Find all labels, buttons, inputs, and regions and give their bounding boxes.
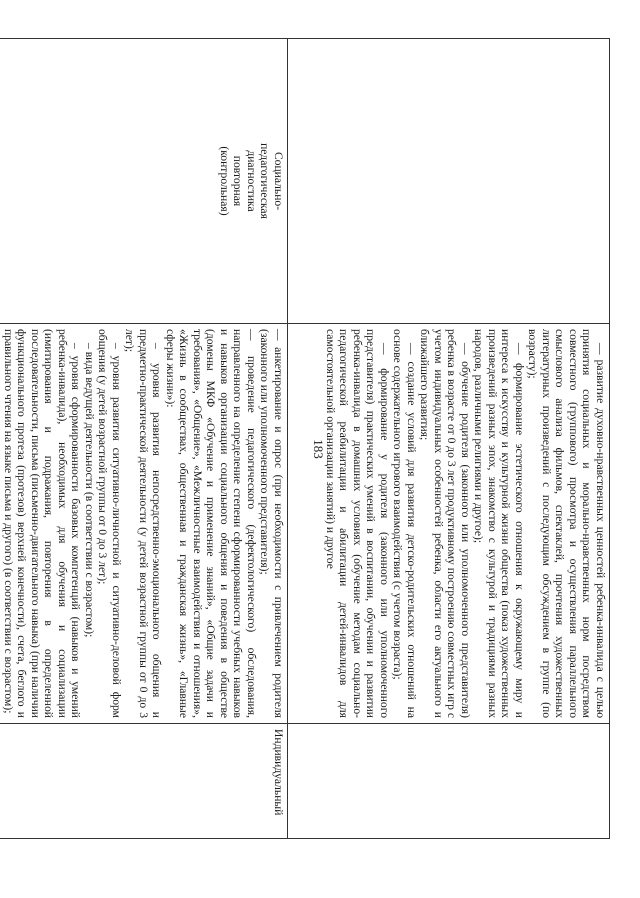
page-number: 183 <box>311 439 326 459</box>
activity-item: – уровня развития ситуативно-личностной и ситуативно-деловой форм общения (у детей возрастной группы от 0 до 3 лет); <box>96 329 123 718</box>
activity-item: — обучение родителя (законного или уполномоченного представителя) ребенка в возрасте от 0 до 3 лет продуктивному построению совместных игр с учетом индивидуальных особенностей ребенка, области его актуального и ближайшего развития; <box>418 329 472 718</box>
stage-cell <box>0 39 288 324</box>
activity-item: — формирование эстетического отношения к окружающему миру и интереса к искусству и культурной жизни общества (показ художественных произведений разных эпох, знакомство с культурой и традициями разных народов, различными религиями и другое); <box>472 329 526 718</box>
activity-item: – уровня развития непосредственно-эмоционального общения и предметно-практической деятельности (у детей возрастной группы от 0 до 3 лет); <box>123 329 164 718</box>
rotated-page <box>2 38 610 838</box>
form-label: Индивидуальный <box>272 729 285 816</box>
rehabilitation-table <box>0 38 610 839</box>
table-row <box>288 39 610 839</box>
table-row <box>0 39 288 839</box>
activity-item: — создание условий для развития детско-родительских отношений на основе содержательного игрового взаимодействия (с учетом возраста); <box>391 329 418 718</box>
activity-item: – вида ведущей деятельности (в соответствии с возрастом); <box>83 343 96 638</box>
activity-item: — формирование у родителя (законного или уполномоченного представителя) практических умений в воспитании, обучении и развитии ребенка-инвалида в домашних условиях (обучение методам социально-педагогической реабилитации и абилитации детей-инвалидов для самостоятельной организации занятий) и другое <box>324 329 391 718</box>
activities-cell <box>0 324 288 724</box>
stage-name: Социально- педагогическая диагностика повторная (контрольная) <box>218 143 285 219</box>
activity-item: – уровня сформированности базовых компетенций (навыков и умений ребенка-инвалида), необходимых для обучения и социализации (имитирования и подражания, повторения в определенной последовательности, письма (письменно-двигательного навыка) (при наличии функционального протеза (протезов) верхней конечности), счета, беглого и правильного чтения на языке письма и другого) (в соответствии с возрастом); <box>2 329 83 718</box>
activity-item: — проведение педагогического (дефектологического) обследования, направленного на определение степени сформированности учебных навыков и навыков организации социального общения и поведения в обществе (домены МКФ «Обучение и применение знаний», «Общие задачи и требования», «Общение», «Межличностные взаимодействия и отношения», «Жизнь в сообществах, общественная и гражданская жизнь», «Главные сферы жизни»): <box>164 329 258 718</box>
activities-cell <box>288 324 610 724</box>
activity-item: — анкетирование и опрос (при необходимости с привлечением родителя (законного или уполномоченного представителя); <box>258 329 285 718</box>
form-cell <box>288 724 610 839</box>
activity-item: — развитие духовно-нравственных ценностей ребенка-инвалида с целью принятия социальных и морально-нравственных норм посредством совместного (группового) просмотра и осуществления параллельного смыслового анализа фильмов, спектаклей, прочтения художественных литературных произведений с последующим обсуждением в группе (по возрасту); <box>526 329 607 718</box>
stage-cell <box>288 39 610 324</box>
form-cell <box>0 724 288 839</box>
